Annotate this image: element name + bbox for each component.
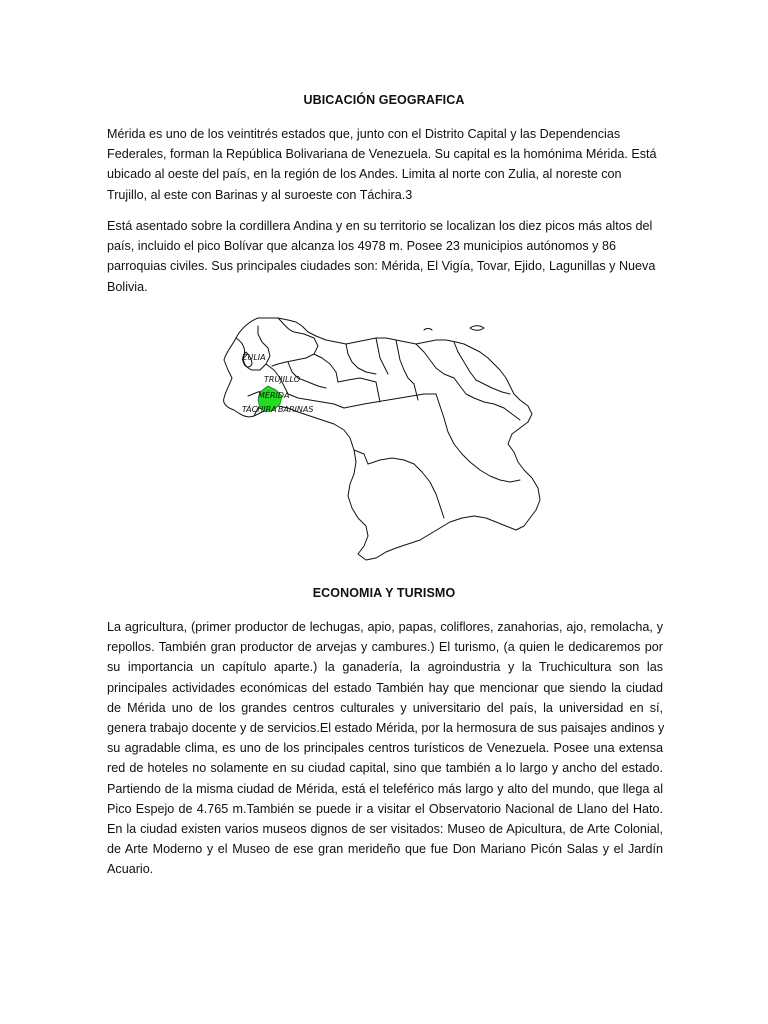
paragraph-geography	[107, 216, 663, 297]
text-line: parroquias civiles. Sus principales ciudades son: Mérida, El Vigía, Tovar, Ejido, Lagunillas y Nueva	[107, 259, 656, 274]
text-line: país, incluido el pico Bolívar que alcanza los 4978 m. Posee 23 municipios autónomos y 86	[107, 239, 616, 254]
map-label-merida: MÉRIDA	[258, 391, 290, 400]
text-line: de Mérida uno de los grandes centros culturales y universitario del país, la universidad en sí,	[107, 700, 663, 715]
section-title-ubicacion: UBICACIÓN GEOGRAFICA	[303, 93, 465, 107]
text-line: Pico Espejo de 4.765 m.También se puede ir a visitar el Observatorio Nacional de Llano del Hato.	[107, 801, 663, 816]
text-line: su agradable clima, es uno de los principales centros turísticos de Venezuela. Posee una extensa	[107, 741, 663, 756]
text-line: Bolivia.	[107, 279, 148, 294]
text-line: Trujillo, al este con Barinas y al suroeste con Táchira.3	[107, 187, 413, 202]
text-line: principales actividades económicas del estado También hay que mencionar que siendo la ciudad	[107, 680, 663, 695]
text-line: su importancia un capítulo aparte.) la ganadería, la agroindustria y la Truchicultura son las	[107, 660, 663, 675]
text-line: Federales, forman la República Bolivariana de Venezuela. Su capital es la homónima Mérida. Está	[107, 147, 657, 162]
text-line: red de hoteles no solamente en su ciudad capital, sino que también a lo largo y ancho del estado.	[107, 761, 663, 776]
text-line: Acuario.	[107, 862, 154, 877]
map-label-zulia: ZULIA	[242, 353, 266, 362]
text-line: En la ciudad existen varios museos dignos de ser visitados: Museo de Apicultura, de Arte Colonial,	[107, 822, 663, 837]
map-label-trujillo: TRUJILLO	[264, 375, 300, 384]
state-outlines	[224, 318, 540, 560]
text-line: Está asentado sobre la cordillera Andina y en su territorio se localizan los diez picos más altos del	[107, 219, 653, 233]
text-line: ubicado al oeste del país, en la región de los Andes. Limita al norte con Zulia, al noreste con	[107, 167, 622, 182]
text-line: La agricultura, (primer productor de lechugas, apio, papas, coliflores, zanahorias, ajo, remolacha, y	[107, 620, 663, 634]
paragraph-economy	[107, 617, 663, 880]
text-line: de Arte Moderno y el Museo de ese gran merideño que fue Don Mariano Picón Salas y el Jardín	[107, 842, 663, 857]
paragraph-location	[107, 124, 663, 205]
section-title-economia: ECONOMIA Y TURISMO	[312, 586, 456, 600]
text-line: repollos. También gran productor de arvejas y cambures.) El turismo, (a quien le dedicaremos por	[107, 640, 663, 655]
text-line: genera trabajo docente y de servicios.El estado Mérida, por la hermosura de sus paisajes andinos y	[107, 721, 665, 736]
venezuela-map	[218, 312, 548, 574]
map-label-tachira: TÁCHIRA	[242, 405, 277, 414]
map-label-barinas: BARINAS	[278, 405, 314, 414]
text-line: Mérida es uno de los veintitrés estados que, junto con el Distrito Capital y las Dependencias	[107, 127, 621, 141]
text-line: Partiendo de la misma ciudad de Mérida, está el teleférico más largo y alto del mundo, que llega al	[107, 781, 663, 796]
